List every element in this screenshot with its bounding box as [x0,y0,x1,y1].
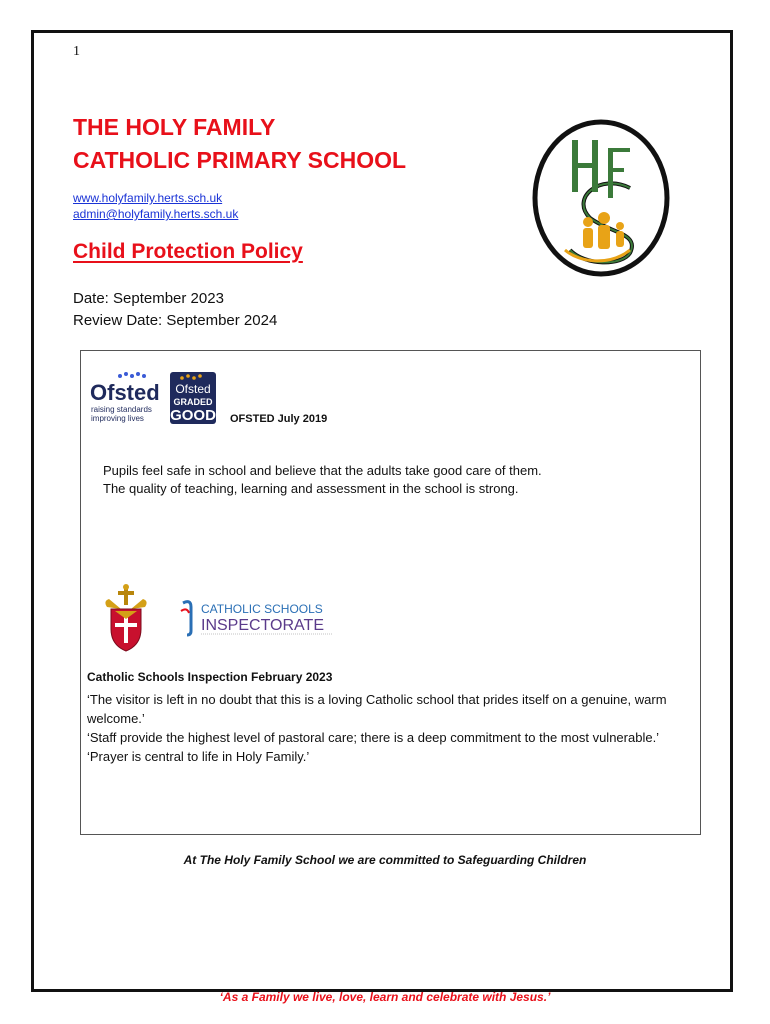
policy-title: Child Protection Policy [73,240,303,263]
ofsted-quote-1: Pupils feel safe in school and believe that the adults take good care of them. [103,463,542,478]
website-link[interactable]: www.holyfamily.herts.sch.uk [73,191,223,205]
csi-logo-line1: CATHOLIC SCHOOLS [201,602,323,616]
diocese-crest-icon [101,583,151,653]
csi-logo-line2: INSPECTORATE [201,617,324,634]
ofsted-badge-line1: Ofsted [175,382,211,396]
ofsted-tagline-1: raising standards [91,405,152,414]
csi-quotes [87,690,697,766]
contact-links [73,190,238,222]
school-logo-icon [530,118,672,278]
safeguarding-commitment: At The Holy Family School we are committed to Safeguarding Children [183,853,587,867]
csi-quote-2: ‘Staff provide the highest level of pastoral care; there is a deep commitment to the most vulnerable.’ [87,730,660,745]
csi-quote-3: ‘Prayer is central to life in Holy Family.’ [87,749,310,764]
ofsted-badge-line3: GOOD [170,407,216,424]
school-name [73,111,406,177]
csi-heading: Catholic Schools Inspection February 2023 [87,670,333,684]
school-name-line1: THE HOLY FAMILY [73,114,276,140]
ofsted-badge-line2: GRADED [173,397,213,407]
ofsted-date: OFSTED July 2019 [230,413,328,425]
school-motto: ‘As a Family we live, love, learn and celebrate with Jesus.’ [219,990,551,1004]
review-date: Review Date: September 2024 [73,312,278,329]
csi-quote-1: ‘The visitor is left in no doubt that this is a loving Catholic school that prides itself on a genuine, warm welcome.’ [87,692,667,726]
policy-date: Date: September 2023 [73,290,224,307]
email-link[interactable]: admin@holyfamily.herts.sch.uk [73,207,239,221]
ofsted-tagline-2: improving lives [91,414,144,423]
ofsted-logo-icon [90,370,218,426]
csi-logo-icon [177,597,337,637]
ofsted-wordmark: Ofsted [90,380,160,405]
ofsted-quote-2: The quality of teaching, learning and assessment in the school is strong. [103,481,519,496]
ofsted-quotes [103,462,573,498]
school-name-line2: CATHOLIC PRIMARY SCHOOL [73,147,407,173]
page-number: 1 [73,44,80,59]
policy-dates [73,288,277,332]
